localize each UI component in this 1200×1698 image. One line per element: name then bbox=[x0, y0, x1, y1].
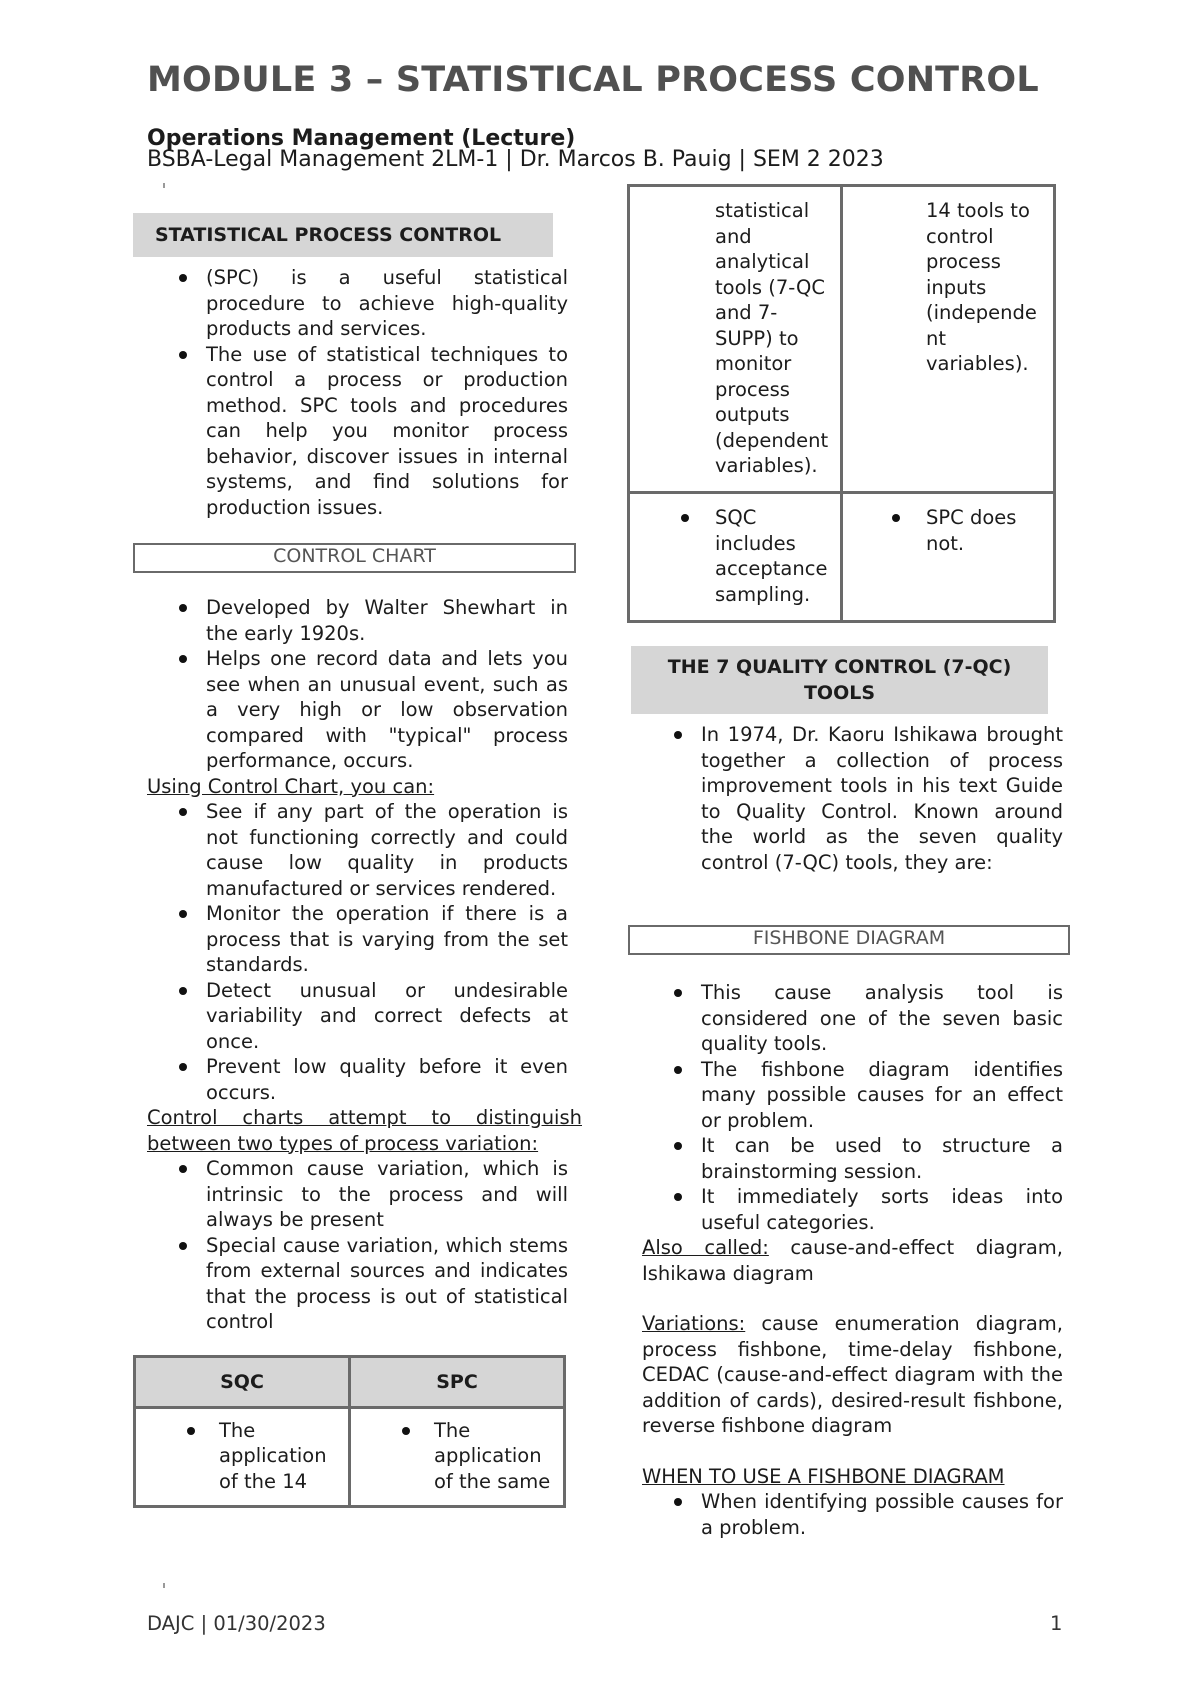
list-item: In 1974, Dr. Kaoru Ishikawa brought together a collection of process improvement tools in his text Guide to Quality Control. Known around the world as the seven quality control (7-QC) tools, they are: bbox=[628, 722, 1063, 875]
table-cell bbox=[350, 1407, 565, 1506]
cell-line: process bbox=[926, 250, 1001, 273]
list-item: The fishbone diagram identifies many possible causes for an effect or problem. bbox=[628, 1057, 1063, 1134]
table-cell bbox=[629, 493, 842, 622]
fishbone-section bbox=[628, 980, 1063, 1540]
page-number: 1 bbox=[1050, 1612, 1063, 1635]
cell-line: (independe bbox=[926, 301, 1037, 324]
margin-mark bbox=[163, 183, 165, 188]
course-info-line: BSBA-Legal Management 2LM-1 | Dr. Marcos B. Pauig | SEM 2 2023 bbox=[147, 147, 884, 172]
list-item: This cause analysis tool is considered one of the seven basic quality tools. bbox=[628, 980, 1063, 1057]
control-chart-bullets bbox=[133, 595, 568, 774]
cell-line: The bbox=[434, 1418, 471, 1442]
variation-bullets bbox=[133, 1156, 568, 1335]
cell-line: nt bbox=[926, 326, 947, 350]
also-called-paragraph bbox=[628, 1235, 1063, 1286]
sqc-spc-table-part2 bbox=[627, 184, 1056, 623]
cell-line: and bbox=[715, 224, 752, 248]
module-title: MODULE 3 – STATISTICAL PROCESS CONTROL bbox=[147, 60, 1039, 100]
table-cell bbox=[135, 1407, 350, 1506]
variation-label: Control charts attempt to distinguish between two types of process variation: bbox=[147, 1106, 582, 1155]
list-item: When identifying possible causes for a problem. bbox=[628, 1489, 1063, 1540]
cell-line: SQC bbox=[715, 506, 757, 529]
bullet-dot bbox=[892, 514, 900, 522]
also-called-label: Also called: bbox=[642, 1236, 769, 1259]
cell-line: outputs bbox=[715, 403, 790, 426]
list-item: See if any part of the operation is not functioning correctly and could cause low quality in products manufactured or services rendered. bbox=[133, 799, 568, 901]
cell-line: monitor bbox=[715, 352, 792, 375]
using-control-chart-label: Using Control Chart, you can: bbox=[147, 774, 435, 798]
list-item: It immediately sorts ideas into useful categories. bbox=[628, 1184, 1063, 1235]
list-item: Helps one record data and lets you see when an unusual event, such as a very high or low observation compared with "typical" process performance, occurs. bbox=[133, 646, 568, 774]
cell-line: and 7- bbox=[715, 301, 778, 324]
cell-line: statistical bbox=[715, 199, 810, 222]
list-item: Special cause variation, which stems from external sources and indicates that the process is out of statistical control bbox=[133, 1233, 568, 1335]
spc-heading: STATISTICAL PROCESS CONTROL bbox=[133, 213, 553, 257]
margin-mark bbox=[163, 1583, 165, 1588]
cell-line: of the same bbox=[434, 1469, 551, 1493]
list-item: Prevent low quality before it even occurs. bbox=[133, 1054, 568, 1105]
spc-bullets bbox=[133, 265, 568, 520]
cell-line: sampling. bbox=[715, 582, 811, 606]
table-cell bbox=[629, 186, 842, 493]
qc-tools-section bbox=[631, 646, 1048, 714]
qc-tools-heading: THE 7 QUALITY CONTROL (7-QC) TOOLS bbox=[631, 646, 1048, 714]
variations-paragraph bbox=[628, 1311, 1063, 1439]
control-chart-heading: CONTROL CHART bbox=[133, 543, 576, 573]
course-subtitle: Operations Management (Lecture) bbox=[147, 126, 576, 151]
table-cell bbox=[842, 493, 1055, 622]
fishbone-bullets bbox=[628, 980, 1063, 1235]
cell-line: inputs bbox=[926, 275, 987, 299]
qc-tools-bullets bbox=[628, 722, 1063, 875]
fishbone-heading: FISHBONE DIAGRAM bbox=[628, 925, 1070, 955]
cell-line: acceptance bbox=[715, 557, 828, 580]
list-item: Common cause variation, which is intrinsic to the process and will always be present bbox=[133, 1156, 568, 1233]
table-cell bbox=[842, 186, 1055, 493]
cell-line: tools (7-QC bbox=[715, 275, 826, 299]
cell-line: SPC does bbox=[926, 506, 1017, 529]
list-item: (SPC) is a useful statistical procedure to achieve high-quality products and services. bbox=[133, 265, 568, 342]
cell-line: control bbox=[926, 224, 994, 248]
table-header-spc: SPC bbox=[350, 1356, 565, 1407]
cell-line: application bbox=[434, 1444, 542, 1467]
bullet-dot bbox=[187, 1427, 195, 1435]
list-item: It can be used to structure a brainstorming session. bbox=[628, 1133, 1063, 1184]
cell-line: includes bbox=[715, 531, 796, 555]
cell-line: 14 tools to bbox=[926, 199, 1030, 222]
cell-line: of the 14 bbox=[219, 1469, 308, 1493]
left-column bbox=[133, 213, 582, 1508]
list-item: The use of statistical techniques to control a process or production method. SPC tools and procedures can help you monitor process behavior, discover issues in internal systems, and find solutions for production issues. bbox=[133, 342, 568, 521]
cell-line: (dependent bbox=[715, 428, 829, 452]
cell-line: SUPP) to bbox=[715, 326, 799, 350]
cell-line: analytical bbox=[715, 250, 810, 273]
when-to-use-heading: WHEN TO USE A FISHBONE DIAGRAM bbox=[642, 1464, 1005, 1488]
cell-line: variables). bbox=[715, 454, 818, 477]
bullet-dot bbox=[681, 514, 689, 522]
bullet-dot bbox=[402, 1427, 410, 1435]
footer-author-date: DAJC | 01/30/2023 bbox=[147, 1612, 326, 1635]
cell-line: The bbox=[219, 1418, 256, 1442]
variations-text: cause enumeration diagram, process fishbone, time-delay fishbone, CEDAC (cause-and-effect diagram with the addition of cards), desired-result fishbone, reverse fishbone diagram bbox=[642, 1312, 1063, 1437]
using-control-chart-bullets bbox=[133, 799, 568, 1105]
sqc-spc-table-part1 bbox=[133, 1355, 566, 1508]
cell-line: process bbox=[715, 377, 790, 401]
list-item: Detect unusual or undesirable variability and correct defects at once. bbox=[133, 978, 568, 1055]
list-item: Developed by Walter Shewhart in the early 1920s. bbox=[133, 595, 568, 646]
when-to-use-bullets bbox=[628, 1489, 1063, 1540]
table-header-sqc: SQC bbox=[135, 1356, 350, 1407]
list-item: Monitor the operation if there is a process that is varying from the set standards. bbox=[133, 901, 568, 978]
variations-label: Variations: bbox=[642, 1312, 746, 1335]
also-called-text: cause-and-effect diagram, Ishikawa diagram bbox=[642, 1236, 1063, 1285]
cell-line: not. bbox=[926, 531, 965, 555]
cell-line: application bbox=[219, 1444, 327, 1467]
cell-line: variables). bbox=[926, 352, 1029, 375]
